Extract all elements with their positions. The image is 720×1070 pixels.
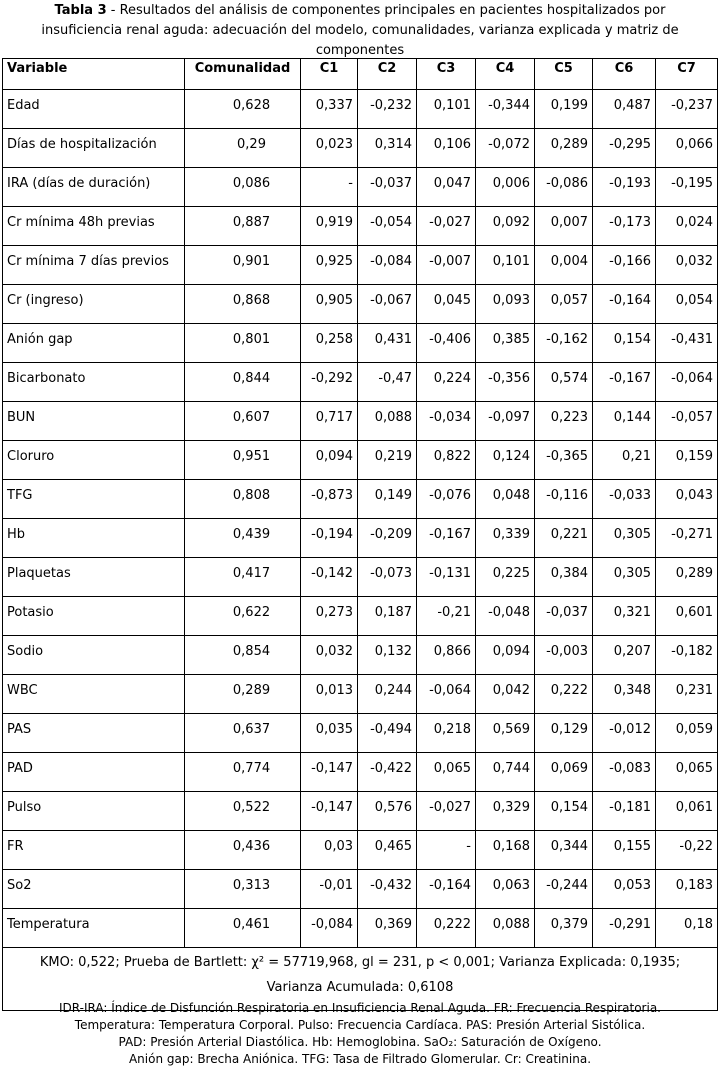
component-cell-c7: -0,182 xyxy=(656,636,718,675)
variable-cell: Bicarbonato xyxy=(3,363,185,402)
component-cell-c3: 0,045 xyxy=(417,285,476,324)
component-cell-c4: -0,097 xyxy=(476,402,535,441)
component-cell-c3: -0,164 xyxy=(417,870,476,909)
pca-results-table xyxy=(2,58,718,1011)
component-cell-c4: 0,744 xyxy=(476,753,535,792)
variable-cell: BUN xyxy=(3,402,185,441)
component-cell-c6: -0,012 xyxy=(593,714,656,753)
table-row xyxy=(3,402,718,441)
component-cell-c5: 0,223 xyxy=(535,402,593,441)
component-cell-c4: -0,048 xyxy=(476,597,535,636)
table-notes xyxy=(0,1000,720,1068)
header-cell: Comunalidad xyxy=(185,59,301,90)
communality-cell: 0,29 xyxy=(185,129,301,168)
communality-cell: 0,854 xyxy=(185,636,301,675)
component-cell-c2: -0,47 xyxy=(358,363,417,402)
component-cell-c5: 0,384 xyxy=(535,558,593,597)
component-cell-c1: 0,337 xyxy=(301,90,358,129)
component-cell-c1: -0,292 xyxy=(301,363,358,402)
component-cell-c5: -0,003 xyxy=(535,636,593,675)
component-cell-c5: 0,129 xyxy=(535,714,593,753)
component-cell-c3: -0,007 xyxy=(417,246,476,285)
communality-cell: 0,951 xyxy=(185,441,301,480)
component-cell-c4: 0,329 xyxy=(476,792,535,831)
variable-cell: Plaquetas xyxy=(3,558,185,597)
component-cell-c2: 0,219 xyxy=(358,441,417,480)
component-cell-c6: 0,21 xyxy=(593,441,656,480)
header-cell: C5 xyxy=(535,59,593,90)
table-row xyxy=(3,558,718,597)
component-cell-c7: 0,059 xyxy=(656,714,718,753)
component-cell-c6: -0,291 xyxy=(593,909,656,948)
header-cell: C4 xyxy=(476,59,535,90)
component-cell-c3: 0,101 xyxy=(417,90,476,129)
variable-cell: PAD xyxy=(3,753,185,792)
component-cell-c2: 0,088 xyxy=(358,402,417,441)
component-cell-c4: 0,093 xyxy=(476,285,535,324)
variable-cell: Sodio xyxy=(3,636,185,675)
component-cell-c4: 0,048 xyxy=(476,480,535,519)
table-row xyxy=(3,675,718,714)
component-cell-c2: -0,067 xyxy=(358,285,417,324)
component-cell-c2: 0,149 xyxy=(358,480,417,519)
component-cell-c2: 0,314 xyxy=(358,129,417,168)
communality-cell: 0,844 xyxy=(185,363,301,402)
variable-cell: FR xyxy=(3,831,185,870)
summary-line-2: Varianza Acumulada: 0,6108 xyxy=(266,980,454,995)
component-cell-c3: 0,106 xyxy=(417,129,476,168)
table-row xyxy=(3,207,718,246)
component-cell-c4: 0,042 xyxy=(476,675,535,714)
component-cell-c3: 0,224 xyxy=(417,363,476,402)
table-row xyxy=(3,597,718,636)
communality-cell: 0,637 xyxy=(185,714,301,753)
component-cell-c1: 0,919 xyxy=(301,207,358,246)
component-cell-c5: 0,379 xyxy=(535,909,593,948)
component-cell-c6: -0,295 xyxy=(593,129,656,168)
component-cell-c2: 0,431 xyxy=(358,324,417,363)
component-cell-c1: 0,094 xyxy=(301,441,358,480)
variable-cell: Temperatura xyxy=(3,909,185,948)
note-line: Temperatura: Temperatura Corporal. Pulso: Frecuencia Cardíaca. PAS: Presión Arterial Sistólica. xyxy=(74,1018,646,1032)
component-cell-c5: -0,037 xyxy=(535,597,593,636)
component-cell-c2: -0,209 xyxy=(358,519,417,558)
component-cell-c1: 0,032 xyxy=(301,636,358,675)
header-cell: C3 xyxy=(417,59,476,90)
component-cell-c3: 0,822 xyxy=(417,441,476,480)
component-cell-c1: -0,147 xyxy=(301,753,358,792)
component-cell-c1: -0,01 xyxy=(301,870,358,909)
component-cell-c1: 0,717 xyxy=(301,402,358,441)
component-cell-c2: 0,576 xyxy=(358,792,417,831)
component-cell-c7: -0,064 xyxy=(656,363,718,402)
component-cell-c4: 0,006 xyxy=(476,168,535,207)
communality-cell: 0,808 xyxy=(185,480,301,519)
component-cell-c3: 0,065 xyxy=(417,753,476,792)
note-line: IDR-IRA: Índice de Disfunción Respiratoria en Insuficiencia Renal Aguda. FR: Frecuencia Respiratoria. xyxy=(59,1001,661,1015)
component-cell-c7: 0,601 xyxy=(656,597,718,636)
variable-cell: Días de hospitalización xyxy=(3,129,185,168)
component-cell-c6: -0,164 xyxy=(593,285,656,324)
component-cell-c7: 0,231 xyxy=(656,675,718,714)
component-cell-c3: 0,866 xyxy=(417,636,476,675)
component-cell-c4: -0,344 xyxy=(476,90,535,129)
component-cell-c5: 0,344 xyxy=(535,831,593,870)
header-row xyxy=(3,59,718,90)
component-cell-c7: 0,032 xyxy=(656,246,718,285)
component-cell-c1: -0,194 xyxy=(301,519,358,558)
table-row xyxy=(3,714,718,753)
component-cell-c6: 0,348 xyxy=(593,675,656,714)
component-cell-c6: -0,166 xyxy=(593,246,656,285)
component-cell-c6: 0,207 xyxy=(593,636,656,675)
variable-cell: Pulso xyxy=(3,792,185,831)
component-cell-c5: 0,057 xyxy=(535,285,593,324)
component-cell-c5: -0,162 xyxy=(535,324,593,363)
component-cell-c4: -0,356 xyxy=(476,363,535,402)
component-cell-c6: 0,155 xyxy=(593,831,656,870)
component-cell-c1: 0,258 xyxy=(301,324,358,363)
component-cell-c5: 0,574 xyxy=(535,363,593,402)
component-cell-c1: 0,035 xyxy=(301,714,358,753)
component-cell-c2: -0,073 xyxy=(358,558,417,597)
header-cell: C2 xyxy=(358,59,417,90)
variable-cell: Potasio xyxy=(3,597,185,636)
component-cell-c2: -0,232 xyxy=(358,90,417,129)
component-cell-c2: 0,132 xyxy=(358,636,417,675)
component-cell-c7: -0,195 xyxy=(656,168,718,207)
component-cell-c5: 0,199 xyxy=(535,90,593,129)
component-cell-c1: -0,142 xyxy=(301,558,358,597)
component-cell-c6: 0,305 xyxy=(593,558,656,597)
variable-cell: Edad xyxy=(3,90,185,129)
component-cell-c4: 0,063 xyxy=(476,870,535,909)
component-cell-c7: 0,054 xyxy=(656,285,718,324)
component-cell-c2: -0,494 xyxy=(358,714,417,753)
table-row xyxy=(3,168,718,207)
variable-cell: IRA (días de duración) xyxy=(3,168,185,207)
note-line: Anión gap: Brecha Aniónica. TFG: Tasa de Filtrado Glomerular. Cr: Creatinina. xyxy=(128,1052,592,1066)
component-cell-c7: 0,066 xyxy=(656,129,718,168)
component-cell-c5: 0,154 xyxy=(535,792,593,831)
component-cell-c5: -0,086 xyxy=(535,168,593,207)
component-cell-c7: -0,271 xyxy=(656,519,718,558)
component-cell-c7: -0,431 xyxy=(656,324,718,363)
component-cell-c1: - xyxy=(301,168,358,207)
component-cell-c7: 0,183 xyxy=(656,870,718,909)
table-label: Tabla 3 xyxy=(54,3,107,18)
component-cell-c2: -0,054 xyxy=(358,207,417,246)
component-cell-c4: 0,088 xyxy=(476,909,535,948)
table-row xyxy=(3,363,718,402)
component-cell-c4: 0,225 xyxy=(476,558,535,597)
header-cell: Variable xyxy=(3,59,185,90)
component-cell-c6: -0,083 xyxy=(593,753,656,792)
component-cell-c4: 0,339 xyxy=(476,519,535,558)
component-cell-c6: -0,033 xyxy=(593,480,656,519)
communality-cell: 0,417 xyxy=(185,558,301,597)
communality-cell: 0,868 xyxy=(185,285,301,324)
table-row xyxy=(3,909,718,948)
component-cell-c3: -0,167 xyxy=(417,519,476,558)
variable-cell: Cr mínima 7 días previos xyxy=(3,246,185,285)
component-cell-c5: 0,069 xyxy=(535,753,593,792)
table-row xyxy=(3,753,718,792)
component-cell-c3: -0,034 xyxy=(417,402,476,441)
component-cell-c5: -0,244 xyxy=(535,870,593,909)
communality-cell: 0,289 xyxy=(185,675,301,714)
component-cell-c3: 0,047 xyxy=(417,168,476,207)
communality-cell: 0,774 xyxy=(185,753,301,792)
communality-cell: 0,522 xyxy=(185,792,301,831)
table-row xyxy=(3,129,718,168)
component-cell-c2: -0,037 xyxy=(358,168,417,207)
component-cell-c7: 0,024 xyxy=(656,207,718,246)
component-cell-c6: 0,053 xyxy=(593,870,656,909)
variable-cell: TFG xyxy=(3,480,185,519)
table-row xyxy=(3,519,718,558)
component-cell-c3: -0,21 xyxy=(417,597,476,636)
component-cell-c5: 0,289 xyxy=(535,129,593,168)
component-cell-c1: 0,013 xyxy=(301,675,358,714)
variable-cell: Cr (ingreso) xyxy=(3,285,185,324)
table-row xyxy=(3,792,718,831)
component-cell-c7: 0,043 xyxy=(656,480,718,519)
variable-cell: WBC xyxy=(3,675,185,714)
component-cell-c7: 0,289 xyxy=(656,558,718,597)
component-cell-c4: 0,094 xyxy=(476,636,535,675)
component-cell-c6: 0,487 xyxy=(593,90,656,129)
component-cell-c7: -0,057 xyxy=(656,402,718,441)
component-cell-c3: 0,222 xyxy=(417,909,476,948)
communality-cell: 0,461 xyxy=(185,909,301,948)
component-cell-c2: 0,369 xyxy=(358,909,417,948)
component-cell-c1: 0,925 xyxy=(301,246,358,285)
note-line: PAD: Presión Arterial Diastólica. Hb: Hemoglobina. SaO₂: Saturación de Oxígeno. xyxy=(118,1035,602,1049)
communality-cell: 0,086 xyxy=(185,168,301,207)
component-cell-c3: -0,027 xyxy=(417,792,476,831)
component-cell-c7: -0,22 xyxy=(656,831,718,870)
component-cell-c2: 0,187 xyxy=(358,597,417,636)
component-cell-c5: 0,007 xyxy=(535,207,593,246)
component-cell-c7: 0,065 xyxy=(656,753,718,792)
component-cell-c4: 0,101 xyxy=(476,246,535,285)
component-cell-c2: -0,432 xyxy=(358,870,417,909)
component-cell-c6: 0,154 xyxy=(593,324,656,363)
variable-cell: Hb xyxy=(3,519,185,558)
component-cell-c5: 0,222 xyxy=(535,675,593,714)
table-row xyxy=(3,246,718,285)
component-cell-c3: -0,076 xyxy=(417,480,476,519)
component-cell-c6: 0,305 xyxy=(593,519,656,558)
component-cell-c4: 0,385 xyxy=(476,324,535,363)
header-cell: C7 xyxy=(656,59,718,90)
component-cell-c3: -0,064 xyxy=(417,675,476,714)
summary-line-1: KMO: 0,522; Prueba de Bartlett: χ² = 57719,968, gl = 231, p < 0,001; Varianza Explicada: 0,1935; xyxy=(39,955,681,970)
communality-cell: 0,887 xyxy=(185,207,301,246)
table-caption xyxy=(0,1,720,61)
component-cell-c5: 0,221 xyxy=(535,519,593,558)
component-cell-c7: 0,061 xyxy=(656,792,718,831)
component-cell-c6: -0,173 xyxy=(593,207,656,246)
component-cell-c4: -0,072 xyxy=(476,129,535,168)
component-cell-c1: 0,273 xyxy=(301,597,358,636)
communality-cell: 0,801 xyxy=(185,324,301,363)
variable-cell: Cloruro xyxy=(3,441,185,480)
component-cell-c2: 0,244 xyxy=(358,675,417,714)
table-row xyxy=(3,480,718,519)
table-row xyxy=(3,90,718,129)
component-cell-c3: -0,131 xyxy=(417,558,476,597)
component-cell-c1: -0,873 xyxy=(301,480,358,519)
component-cell-c7: 0,18 xyxy=(656,909,718,948)
component-cell-c1: -0,147 xyxy=(301,792,358,831)
table-title: - Resultados del análisis de componentes principales en pacientes hospitalizados por insuficiencia renal aguda: adecuación del modelo, comunalidades, varianza explicada y matriz de componentes xyxy=(41,3,679,58)
component-cell-c1: 0,023 xyxy=(301,129,358,168)
header-cell: C1 xyxy=(301,59,358,90)
component-cell-c1: 0,905 xyxy=(301,285,358,324)
component-cell-c3: -0,406 xyxy=(417,324,476,363)
component-cell-c4: 0,124 xyxy=(476,441,535,480)
table-row xyxy=(3,285,718,324)
variable-cell: Anión gap xyxy=(3,324,185,363)
communality-cell: 0,628 xyxy=(185,90,301,129)
component-cell-c6: 0,144 xyxy=(593,402,656,441)
component-cell-c7: -0,237 xyxy=(656,90,718,129)
table-row xyxy=(3,324,718,363)
component-cell-c5: 0,004 xyxy=(535,246,593,285)
component-cell-c5: -0,116 xyxy=(535,480,593,519)
communality-cell: 0,313 xyxy=(185,870,301,909)
header-cell: C6 xyxy=(593,59,656,90)
component-cell-c5: -0,365 xyxy=(535,441,593,480)
component-cell-c7: 0,159 xyxy=(656,441,718,480)
component-cell-c4: 0,092 xyxy=(476,207,535,246)
component-cell-c1: -0,084 xyxy=(301,909,358,948)
variable-cell: So2 xyxy=(3,870,185,909)
component-cell-c6: -0,167 xyxy=(593,363,656,402)
communality-cell: 0,439 xyxy=(185,519,301,558)
component-cell-c3: -0,027 xyxy=(417,207,476,246)
communality-cell: 0,901 xyxy=(185,246,301,285)
communality-cell: 0,436 xyxy=(185,831,301,870)
component-cell-c4: 0,168 xyxy=(476,831,535,870)
component-cell-c3: 0,218 xyxy=(417,714,476,753)
component-cell-c6: -0,193 xyxy=(593,168,656,207)
table-row xyxy=(3,831,718,870)
component-cell-c6: -0,181 xyxy=(593,792,656,831)
component-cell-c6: 0,321 xyxy=(593,597,656,636)
component-cell-c3: - xyxy=(417,831,476,870)
table-row xyxy=(3,441,718,480)
component-cell-c2: -0,084 xyxy=(358,246,417,285)
component-cell-c4: 0,569 xyxy=(476,714,535,753)
table-row xyxy=(3,870,718,909)
communality-cell: 0,607 xyxy=(185,402,301,441)
communality-cell: 0,622 xyxy=(185,597,301,636)
component-cell-c1: 0,03 xyxy=(301,831,358,870)
variable-cell: PAS xyxy=(3,714,185,753)
component-cell-c2: -0,422 xyxy=(358,753,417,792)
component-cell-c2: 0,465 xyxy=(358,831,417,870)
table-row xyxy=(3,636,718,675)
variable-cell: Cr mínima 48h previas xyxy=(3,207,185,246)
